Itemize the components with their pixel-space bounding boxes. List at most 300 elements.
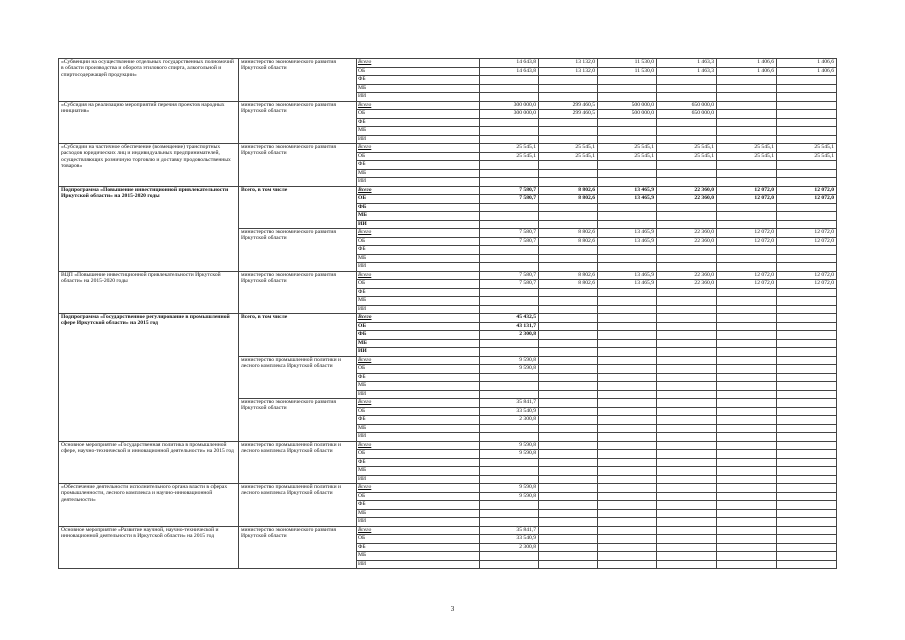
value-cell — [657, 416, 717, 425]
value-cell — [480, 518, 539, 527]
value-cell — [598, 263, 657, 272]
value-cell — [657, 535, 717, 544]
value-cell: 43 131,7 — [480, 322, 539, 331]
value-cell — [657, 331, 717, 340]
value-cell — [480, 297, 539, 306]
value-cell — [480, 246, 539, 255]
value-cell — [777, 203, 837, 212]
value-cell — [598, 467, 657, 476]
value-cell — [717, 203, 777, 212]
value-cell — [598, 135, 657, 144]
value-cell — [777, 220, 837, 229]
value-cell: 9 590,8 — [480, 492, 539, 501]
value-cell — [598, 297, 657, 306]
value-cell — [598, 492, 657, 501]
value-cell — [777, 161, 837, 170]
value-cell — [539, 305, 598, 314]
value-cell: 9 590,8 — [480, 356, 539, 365]
value-cell: 25 545,1 — [717, 152, 777, 161]
value-cell — [777, 484, 837, 493]
value-cell — [777, 458, 837, 467]
value-cell — [598, 322, 657, 331]
value-cell — [539, 424, 598, 433]
value-cell — [657, 552, 717, 561]
value-cell — [717, 297, 777, 306]
value-cell — [657, 526, 717, 535]
funding-source-cell: Всего — [357, 271, 480, 280]
value-cell — [598, 305, 657, 314]
value-cell — [777, 560, 837, 569]
value-cell — [598, 543, 657, 552]
table-row — [59, 144, 837, 153]
value-cell: 7 580,7 — [480, 280, 539, 289]
value-cell: 12 072,0 — [777, 186, 837, 195]
value-cell — [717, 458, 777, 467]
value-cell — [539, 314, 598, 323]
program-name-cell: Основное мероприятие «Развитие научной, научно-технической и инновационной деятельности в Иркутской области» на 2015 год — [59, 526, 239, 569]
program-name-cell: «Субсидии на частичное обеспечение (возмещение) транспортных расходов юридических лиц и индивидуальных предпринимателей, осуществляющих розничную торговлю и доставку продовольственных товаров» — [59, 144, 239, 187]
funding-source-cell: МБ — [357, 212, 480, 221]
value-cell — [717, 169, 777, 178]
value-cell — [717, 314, 777, 323]
value-cell — [717, 416, 777, 425]
value-cell: 14 643,8 — [480, 67, 539, 76]
value-cell — [717, 288, 777, 297]
value-cell — [777, 322, 837, 331]
value-cell — [480, 373, 539, 382]
value-cell — [657, 135, 717, 144]
value-cell — [598, 560, 657, 569]
value-cell: 500 000,0 — [598, 110, 657, 119]
value-cell — [598, 450, 657, 459]
value-cell — [657, 382, 717, 391]
value-cell — [777, 509, 837, 518]
funding-source-cell: ФБ — [357, 288, 480, 297]
value-cell — [657, 178, 717, 187]
value-cell — [717, 475, 777, 484]
value-cell: 12 072,0 — [717, 229, 777, 238]
value-cell — [717, 424, 777, 433]
value-cell — [717, 220, 777, 229]
value-cell — [480, 467, 539, 476]
value-cell: 11 530,0 — [598, 67, 657, 76]
funding-source-cell: МБ — [357, 424, 480, 433]
executor-cell: министерство промышленной политики и лесного комплекса Иркутской области — [239, 441, 357, 484]
value-cell: 25 545,1 — [598, 152, 657, 161]
value-cell — [539, 246, 598, 255]
value-cell: 9 590,8 — [480, 450, 539, 459]
value-cell — [657, 356, 717, 365]
value-cell — [717, 441, 777, 450]
value-cell — [598, 76, 657, 85]
value-cell — [657, 212, 717, 221]
value-cell — [657, 509, 717, 518]
funding-source-cell: ИИ — [357, 348, 480, 357]
value-cell — [777, 93, 837, 102]
value-cell — [717, 356, 777, 365]
value-cell — [480, 169, 539, 178]
value-cell — [480, 390, 539, 399]
value-cell — [539, 373, 598, 382]
value-cell: 12 072,0 — [777, 280, 837, 289]
value-cell: 11 530,0 — [598, 59, 657, 68]
value-cell: 12 072,0 — [717, 280, 777, 289]
value-cell — [657, 441, 717, 450]
value-cell — [598, 433, 657, 442]
value-cell — [657, 543, 717, 552]
value-cell: 13 465,9 — [598, 280, 657, 289]
value-cell: 13 465,9 — [598, 237, 657, 246]
value-cell — [480, 135, 539, 144]
value-cell: 33 540,9 — [480, 407, 539, 416]
value-cell — [657, 169, 717, 178]
table-row — [59, 526, 837, 535]
value-cell — [777, 101, 837, 110]
funding-source-cell: Всего — [357, 59, 480, 68]
value-cell — [657, 501, 717, 510]
value-cell — [480, 424, 539, 433]
value-cell — [539, 263, 598, 272]
value-cell: 1 406,6 — [777, 59, 837, 68]
program-name-cell: Подпрограмма «Повышение инвестиционной привлекательности Иркутской области» на 2015-2020 годы — [59, 186, 239, 271]
value-cell — [598, 84, 657, 93]
executor-cell: министерство экономического развития Иркутской области — [239, 144, 357, 187]
value-cell: 22 360,0 — [657, 195, 717, 204]
value-cell — [777, 348, 837, 357]
funding-source-cell: МБ — [357, 169, 480, 178]
program-name-cell: Основное мероприятие «Государственная политика в промышленной сфере, научно-технической и инновационной деятельности» на 2015 год — [59, 441, 239, 484]
value-cell — [480, 501, 539, 510]
program-name-cell: «Субсидия на реализацию мероприятий перечня проектов народных инициатив» — [59, 101, 239, 144]
funding-source-cell: ФБ — [357, 373, 480, 382]
value-cell: 7 580,7 — [480, 237, 539, 246]
value-cell: 2 300,8 — [480, 416, 539, 425]
value-cell: 25 545,1 — [657, 144, 717, 153]
value-cell — [480, 288, 539, 297]
value-cell — [777, 246, 837, 255]
value-cell — [657, 433, 717, 442]
value-cell — [598, 127, 657, 136]
value-cell — [539, 390, 598, 399]
value-cell — [777, 450, 837, 459]
value-cell — [598, 382, 657, 391]
value-cell: 1 406,6 — [717, 67, 777, 76]
value-cell: 13 465,9 — [598, 186, 657, 195]
value-cell: 8 802,6 — [539, 229, 598, 238]
value-cell: 8 802,6 — [539, 237, 598, 246]
value-cell — [539, 348, 598, 357]
value-cell — [539, 178, 598, 187]
value-cell: 25 545,1 — [539, 152, 598, 161]
value-cell — [480, 458, 539, 467]
value-cell — [539, 433, 598, 442]
value-cell: 13 132,0 — [539, 67, 598, 76]
value-cell — [717, 560, 777, 569]
value-cell: 12 072,0 — [717, 186, 777, 195]
value-cell — [539, 458, 598, 467]
value-cell — [777, 501, 837, 510]
value-cell: 13 465,9 — [598, 271, 657, 280]
value-cell — [717, 76, 777, 85]
value-cell — [539, 118, 598, 127]
value-cell: 12 072,0 — [777, 195, 837, 204]
funding-source-cell: ФБ — [357, 501, 480, 510]
value-cell — [539, 356, 598, 365]
value-cell — [717, 348, 777, 357]
value-cell: 12 072,0 — [777, 237, 837, 246]
funding-source-cell: ИИ — [357, 178, 480, 187]
value-cell — [480, 433, 539, 442]
value-cell — [539, 203, 598, 212]
funding-source-cell: МБ — [357, 467, 480, 476]
value-cell — [657, 305, 717, 314]
value-cell — [777, 339, 837, 348]
funding-source-cell: Всего — [357, 526, 480, 535]
value-cell — [777, 212, 837, 221]
value-cell: 500 000,0 — [598, 101, 657, 110]
value-cell: 1 406,6 — [717, 59, 777, 68]
value-cell — [598, 390, 657, 399]
value-cell — [539, 161, 598, 170]
value-cell — [777, 263, 837, 272]
funding-source-cell: ОБ — [357, 237, 480, 246]
value-cell — [657, 246, 717, 255]
value-cell — [777, 331, 837, 340]
value-cell — [657, 484, 717, 493]
value-cell — [598, 348, 657, 357]
value-cell — [717, 135, 777, 144]
executor-cell: министерство промышленной политики и лесного комплекса Иркутской области — [239, 356, 357, 399]
funding-source-cell: ФБ — [357, 246, 480, 255]
value-cell: 25 545,1 — [777, 144, 837, 153]
value-cell — [777, 356, 837, 365]
value-cell — [598, 399, 657, 408]
value-cell — [777, 433, 837, 442]
value-cell — [717, 331, 777, 340]
value-cell — [657, 390, 717, 399]
funding-source-cell: Всего — [357, 101, 480, 110]
value-cell — [657, 365, 717, 374]
value-cell — [539, 501, 598, 510]
table-row — [59, 441, 837, 450]
value-cell — [717, 305, 777, 314]
funding-source-cell: ФБ — [357, 161, 480, 170]
value-cell — [717, 526, 777, 535]
funding-source-cell: ИИ — [357, 475, 480, 484]
value-cell — [598, 118, 657, 127]
value-cell — [657, 348, 717, 357]
funding-source-cell: МБ — [357, 297, 480, 306]
value-cell — [777, 492, 837, 501]
value-cell: 45 432,5 — [480, 314, 539, 323]
value-cell — [598, 458, 657, 467]
value-cell: 8 802,6 — [539, 271, 598, 280]
value-cell — [539, 416, 598, 425]
value-cell — [717, 212, 777, 221]
value-cell — [598, 169, 657, 178]
value-cell — [480, 348, 539, 357]
value-cell — [777, 76, 837, 85]
value-cell — [717, 390, 777, 399]
value-cell — [777, 416, 837, 425]
value-cell — [539, 127, 598, 136]
value-cell: 8 802,6 — [539, 195, 598, 204]
value-cell — [539, 484, 598, 493]
value-cell — [777, 178, 837, 187]
value-cell — [539, 331, 598, 340]
value-cell — [717, 501, 777, 510]
funding-source-cell: ОБ — [357, 195, 480, 204]
value-cell: 650 000,0 — [657, 110, 717, 119]
value-cell — [777, 297, 837, 306]
value-cell — [777, 305, 837, 314]
value-cell: 22 360,0 — [657, 280, 717, 289]
funding-source-cell: МБ — [357, 84, 480, 93]
funding-source-cell: МБ — [357, 382, 480, 391]
funding-source-cell: ОБ — [357, 280, 480, 289]
value-cell — [539, 169, 598, 178]
funding-source-cell: Всего — [357, 399, 480, 408]
value-cell — [717, 399, 777, 408]
value-cell — [717, 93, 777, 102]
value-cell: 33 540,9 — [480, 535, 539, 544]
value-cell — [598, 356, 657, 365]
value-cell — [539, 535, 598, 544]
value-cell — [598, 373, 657, 382]
funding-source-cell: ФБ — [357, 76, 480, 85]
funding-source-cell: ФБ — [357, 331, 480, 340]
value-cell — [539, 220, 598, 229]
value-cell: 300 000,0 — [480, 110, 539, 119]
value-cell — [539, 254, 598, 263]
value-cell — [717, 552, 777, 561]
value-cell — [480, 161, 539, 170]
value-cell — [480, 263, 539, 272]
funding-source-cell: ИИ — [357, 93, 480, 102]
funding-source-cell: МБ — [357, 254, 480, 263]
value-cell — [598, 203, 657, 212]
value-cell — [657, 458, 717, 467]
value-cell: 299 460,5 — [539, 101, 598, 110]
value-cell — [539, 84, 598, 93]
value-cell — [657, 314, 717, 323]
value-cell — [777, 390, 837, 399]
funding-source-cell: МБ — [357, 509, 480, 518]
funding-source-cell: ИИ — [357, 560, 480, 569]
value-cell — [598, 424, 657, 433]
value-cell — [657, 399, 717, 408]
value-cell — [717, 373, 777, 382]
value-cell — [777, 365, 837, 374]
value-cell — [777, 475, 837, 484]
value-cell — [657, 203, 717, 212]
funding-source-cell: ФБ — [357, 118, 480, 127]
value-cell: 1 463,3 — [657, 67, 717, 76]
value-cell: 35 841,7 — [480, 399, 539, 408]
value-cell: 1 463,3 — [657, 59, 717, 68]
value-cell — [539, 543, 598, 552]
value-cell — [717, 509, 777, 518]
executor-cell: министерство экономического развития Иркутской области — [239, 526, 357, 569]
funding-source-cell: Всего — [357, 356, 480, 365]
value-cell: 22 360,0 — [657, 186, 717, 195]
funding-source-cell: Всего — [357, 484, 480, 493]
value-cell — [539, 365, 598, 374]
value-cell: 25 545,1 — [480, 152, 539, 161]
value-cell — [717, 543, 777, 552]
value-cell — [657, 220, 717, 229]
value-cell: 300 000,0 — [480, 101, 539, 110]
value-cell: 7 580,7 — [480, 229, 539, 238]
value-cell: 14 643,8 — [480, 59, 539, 68]
value-cell — [539, 552, 598, 561]
table-row — [59, 314, 837, 323]
value-cell — [717, 407, 777, 416]
funding-source-cell: ОБ — [357, 492, 480, 501]
value-cell — [777, 467, 837, 476]
funding-source-cell: ИИ — [357, 390, 480, 399]
value-cell — [539, 518, 598, 527]
value-cell: 299 460,5 — [539, 110, 598, 119]
value-cell — [539, 407, 598, 416]
value-cell: 7 580,7 — [480, 186, 539, 195]
value-cell — [539, 288, 598, 297]
funding-source-cell: ИИ — [357, 220, 480, 229]
value-cell: 12 072,0 — [717, 237, 777, 246]
program-name-cell: «Субвенции на осуществление отдельных государственных полномочий в области производства и оборота этилового спирта, алкогольной и спиртосодержащей продукции» — [59, 59, 239, 102]
value-cell — [598, 288, 657, 297]
value-cell: 9 590,8 — [480, 365, 539, 374]
value-cell — [777, 441, 837, 450]
value-cell — [657, 339, 717, 348]
value-cell — [598, 93, 657, 102]
value-cell — [539, 560, 598, 569]
funding-source-cell: ФБ — [357, 203, 480, 212]
funding-source-cell: ФБ — [357, 416, 480, 425]
value-cell — [717, 101, 777, 110]
value-cell — [657, 263, 717, 272]
value-cell — [598, 407, 657, 416]
value-cell — [539, 322, 598, 331]
value-cell — [717, 110, 777, 119]
value-cell: 7 580,7 — [480, 195, 539, 204]
value-cell: 25 545,1 — [598, 144, 657, 153]
executor-cell: министерство промышленной политики и лесного комплекса Иркутской области — [239, 484, 357, 527]
funding-source-cell: ОБ — [357, 110, 480, 119]
program-name-cell: «Обеспечение деятельности исполнительного органа власти в сферах промышленности, лесного комплекса и научно-инновационной деятельности» — [59, 484, 239, 527]
funding-source-cell: Всего — [357, 186, 480, 195]
value-cell: 8 802,6 — [539, 186, 598, 195]
value-cell — [717, 365, 777, 374]
value-cell: 25 545,1 — [539, 144, 598, 153]
value-cell: 25 545,1 — [777, 152, 837, 161]
value-cell — [657, 76, 717, 85]
value-cell — [480, 560, 539, 569]
value-cell — [598, 416, 657, 425]
value-cell — [480, 509, 539, 518]
value-cell — [777, 424, 837, 433]
executor-cell: министерство экономического развития Иркутской области — [239, 59, 357, 102]
value-cell — [539, 526, 598, 535]
value-cell — [539, 339, 598, 348]
value-cell — [598, 501, 657, 510]
value-cell: 25 545,1 — [657, 152, 717, 161]
table-row — [59, 59, 837, 68]
value-cell: 35 841,7 — [480, 526, 539, 535]
value-cell — [717, 322, 777, 331]
value-cell — [598, 365, 657, 374]
value-cell — [717, 382, 777, 391]
